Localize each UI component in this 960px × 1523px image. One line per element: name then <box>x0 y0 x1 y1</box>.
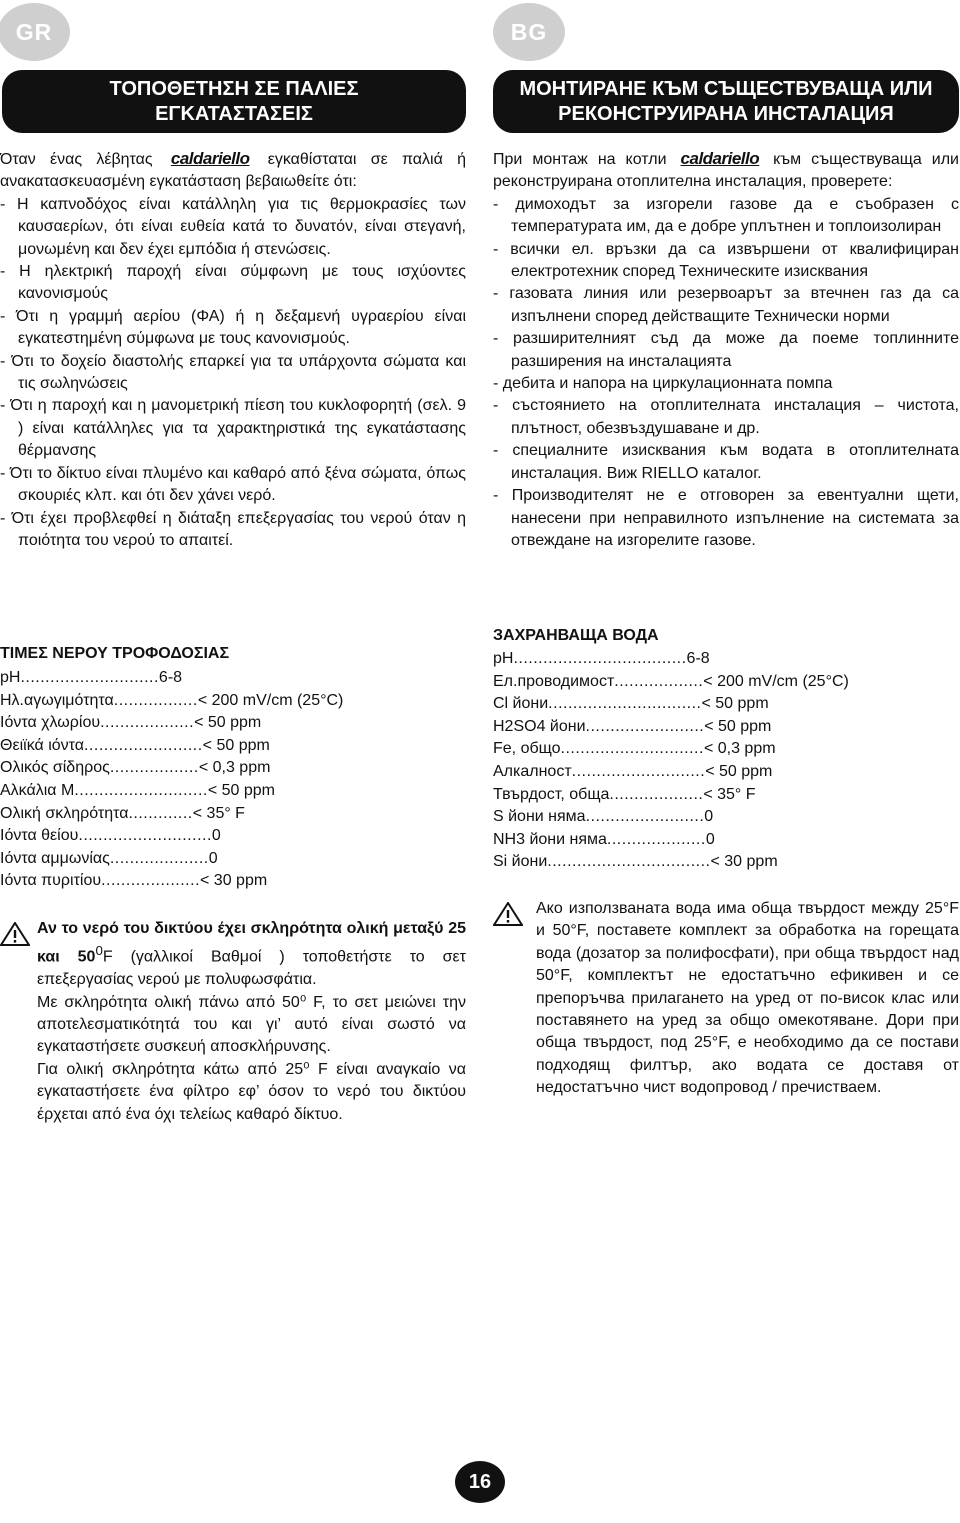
list-item: - разширителният съд да може да поеме топлинните разширения на инсталацията <box>493 330 959 370</box>
leader-dots: ................. <box>113 691 198 709</box>
leader-dots: ............................ <box>20 669 159 686</box>
table-label: Твърдост, обща <box>493 785 610 803</box>
table-value: < 0,3 ppm <box>198 759 271 777</box>
list-item: - Производителят не е отговорен за евентуални щети, нанесени при неправилното изпълнение на системата за отвеждане на изгорелите газове. <box>493 487 959 549</box>
table-label: Αλκάλια M <box>0 781 75 799</box>
table-row <box>0 870 420 893</box>
leader-dots: .................. <box>614 672 704 690</box>
leader-dots: .................... <box>109 849 209 867</box>
leader-dots: ............................... <box>548 695 702 713</box>
table-value: < 200 mV/cm (25°C) <box>703 672 849 690</box>
table-label: pH <box>0 669 21 686</box>
table-value: 6-8 <box>686 650 710 667</box>
table-label: Ιόντα πυριτίου <box>0 872 102 890</box>
table-value: 6-8 <box>158 669 183 686</box>
table-label: Ιόντα θείου <box>0 827 79 845</box>
leader-dots: .................. <box>109 759 199 777</box>
table-value: 0 <box>705 830 715 848</box>
table-label: Θειϊκά ιόντα <box>0 736 84 754</box>
table-row <box>493 738 913 761</box>
table-label: Ολικός σίδηρος <box>0 759 110 777</box>
table-row <box>0 690 420 713</box>
list-item: - Ότι το δίκτυο είναι πλυμένο και καθαρό από ξένα σώματα, όπως σκουριές κλπ. και ότι δεν χάνει νερό. <box>0 464 466 505</box>
body-text-bg <box>493 148 959 552</box>
table-value: 0 <box>211 827 221 845</box>
warning-paragraph: Με σκληρότητα ολική πάνω από 50⁰ F, το σετ μειώνει την αποτελεσματικότητά του και γι’ αυτό είναι σωστό να εγκαταστήσετε συσκευή αποσκλήρυνσης. <box>37 993 466 1056</box>
list-item: - дебита и напора на циркулационната помпа <box>493 375 833 393</box>
table-value: < 50 ppm <box>705 762 773 780</box>
list-item: - газовата линия или резервоарът за втечнен газ да са изпълнени според действащите Технически норми <box>493 285 959 325</box>
page-number: 16 <box>455 1461 505 1503</box>
table-label: Cl йони <box>493 695 549 713</box>
section-title-line2: РЕКОНСТРУИРАНА ИНСТАЛАЦИЯ <box>558 102 894 125</box>
leader-dots: ........................... <box>78 827 212 845</box>
list-item: - специалните изисквания към водата в отоплителната инсталация. Виж RIELLO каталог. <box>493 442 959 482</box>
brand-logo: caldariello <box>170 149 250 168</box>
table-row <box>0 712 420 735</box>
table-row <box>0 825 420 848</box>
intro-text: към съществуваща или реконструирана отоплителна инсталация, проверете: <box>493 151 959 191</box>
table-row <box>0 667 420 690</box>
section-title-gr <box>2 70 466 133</box>
table-value: < 35° F <box>192 804 245 822</box>
table-value: < 30 ppm <box>710 853 778 871</box>
table-value: < 50 ppm <box>701 695 769 713</box>
table-row <box>493 784 913 807</box>
warning-triangle-icon <box>493 902 523 926</box>
table-label: H2SO4 йони <box>493 717 586 735</box>
table-label: Алкалност <box>493 762 572 780</box>
list-item: - Ότι έχει προβλεφθεί η διάταξη επεξεργασίας του νερού όταν η ποιότητα του νερού το απαιτεί. <box>0 509 466 549</box>
section-title-line1: ΤΟΠΟΘΕΤΗΣΗ ΣΕ ΠΑΛΙΕΣ <box>109 77 359 100</box>
intro-text: Όταν ένας λέβητας <box>0 151 153 168</box>
table-label: pH <box>493 650 514 667</box>
intro-text: εγκαθίσταται σε παλιά ή ανακατασκευασμένη εγκατάσταση βεβαιωθείτε ότι: <box>0 151 466 191</box>
list-item: - Ότι η γραμμή αερίου (ΦΑ) ή η δεξαμενή υγραερίου είναι εγκατεστημένη σύμφωνα με τους κανονισμούς. <box>0 307 466 348</box>
table-label: Ολική σκληρότητα <box>0 804 129 822</box>
table-row <box>0 803 420 826</box>
table-row <box>0 780 420 803</box>
table-row <box>0 757 420 780</box>
table-value: 0 <box>704 808 714 826</box>
leader-dots: .................... <box>101 872 201 890</box>
intro-paragraph <box>0 148 466 194</box>
leader-dots: ........................ <box>585 808 705 826</box>
table-label: Fe, общо <box>493 740 561 758</box>
table-value: < 35° F <box>703 785 756 803</box>
brand-logo: caldariello <box>680 149 760 168</box>
water-table-title: ΤΙΜΕΣ ΝΕΡΟΥ ΤΡΟΦΟΔΟΣΙΑΣ <box>0 645 230 662</box>
table-value: < 50 ppm <box>207 781 275 799</box>
warning-text-gr <box>37 918 466 1126</box>
warning-triangle-icon <box>0 922 30 946</box>
table-value: < 50 ppm <box>202 736 270 754</box>
table-row <box>493 716 913 739</box>
leader-dots: ................................. <box>547 853 711 871</box>
table-row <box>493 648 913 671</box>
table-value: < 0,3 ppm <box>703 740 776 758</box>
language-badge-gr: GR <box>0 3 70 61</box>
table-value: < 30 ppm <box>200 872 268 890</box>
body-text-gr <box>0 148 466 552</box>
table-row <box>493 671 913 694</box>
leader-dots: .................... <box>606 830 706 848</box>
leader-dots: ........................... <box>74 781 208 799</box>
table-value: < 50 ppm <box>194 714 262 732</box>
list-item: - всички ел. връзки да са извършени от квалифициран електротехник според Техническите изисквания <box>493 240 959 281</box>
table-row <box>493 806 913 829</box>
leader-dots: ................................... <box>513 650 687 667</box>
section-title-line1: МОНТИРАНЕ КЪМ СЪЩЕСТВУВАЩА ИЛИ <box>519 77 933 100</box>
section-title-bg <box>493 70 959 133</box>
warning-paragraph <box>37 918 466 992</box>
list-item: - Η καπνοδόχος είναι κατάλληλη για τις θερμοκρασίες των καυσαερίων, ότι είναι ευθεία κατά το δυνατόν, είναι στεγανή, μονωμένη και δεν έχει εμπόδια ή στενώσεις. <box>0 195 466 258</box>
language-badge-bg: BG <box>493 3 565 61</box>
table-label: Ηλ.αγωγιμότητα <box>0 691 114 709</box>
table-label: NH3 йони няма <box>493 830 607 848</box>
leader-dots: ........................ <box>83 736 203 754</box>
table-label: Ιόντα χλωρίου <box>0 714 101 732</box>
table-label: Ел.проводимост <box>493 672 615 690</box>
leader-dots: ................... <box>609 785 704 803</box>
list-item: - Ότι η παροχή και η μανομετρική πίεση του κυκλοφορητή (σελ. 9 ) είναι κατάλληλες για τα χαρακτηριστικά της εγκατάστασης θέρμανσης <box>0 397 466 460</box>
table-row <box>493 693 913 716</box>
intro-text: При монтаж на котли <box>493 151 667 168</box>
list-item: - Ότι το δοχείο διαστολής επαρκεί για τα υπάρχοντα σώματα και τις σωληνώσεις <box>0 352 466 393</box>
warning-bold-text: Αν το νερό του δικτύου έχει σκληρότητα ολική μεταξύ 25 και 50 <box>37 920 466 966</box>
table-row <box>493 829 913 852</box>
table-value: < 50 ppm <box>704 717 772 735</box>
warning-continuation: F (γαλλικοί Βαθμοί ) τοποθετήστε το σετ επεξεργασίας νερού με πολυφωσφάτια. <box>37 948 466 989</box>
leader-dots: ........................ <box>585 717 705 735</box>
water-values-table-gr <box>0 667 420 893</box>
list-item: - димоходът за изгорели газове да е съобразен с температурата им, да е добре уплътнен и топлоизолиран <box>493 195 959 236</box>
table-row <box>0 848 420 871</box>
warning-text-bg: Ако използваната вода има обща твърдост между 25°F и 50°F, поставете комплект за обработка на горещата вода (дозатор за полифосфати), при обща твърдост над 50°F, комплектът не едостатъчно ефикивен и се препоръчва прилагането на уред от по-висок клас или поставянето на уред за общо омекотяване. Дори при обща твърдост, под 25°F, е необходимо да се постави подходящ филтър, ако водата се доставя от недостатъчно чист водопровод / пречистваем. <box>536 900 959 1097</box>
table-row <box>0 735 420 758</box>
leader-dots: ................... <box>100 714 195 732</box>
section-title-line2: ΕΓΚΑΤΑΣΤΑΣΕΙΣ <box>155 102 313 125</box>
leader-dots: ........................... <box>571 762 706 780</box>
list-item: - Η ηλεκτρική παροχή είναι σύμφωνη με τους ισχύοντες κανονισμούς <box>0 263 466 303</box>
degree-superscript: 0 <box>95 943 103 959</box>
intro-paragraph <box>493 148 959 194</box>
table-label: S йони няма <box>493 808 586 826</box>
water-values-table-bg <box>493 648 913 874</box>
table-label: Si йони <box>493 853 548 871</box>
leader-dots: ............. <box>128 804 193 822</box>
list-item: - състоянието на отоплителната инсталация – чистота, плътност, обезвъздушаване и др. <box>493 397 959 437</box>
table-value: < 200 mV/cm (25°C) <box>197 691 344 709</box>
table-row <box>493 851 913 874</box>
table-row <box>493 761 913 784</box>
table-label: Ιόντα αμμωνίας <box>0 849 110 867</box>
leader-dots: ............................. <box>560 740 704 758</box>
table-value: 0 <box>208 849 218 867</box>
warning-paragraph: Για ολική σκληρότητα κάτω από 25⁰ F είναι αναγκαίο να εγκαταστήσετε ένα φίλτρο εφ’ όσον το νερό του δικτύου έρχεται από ένα όχι τελείως καθαρό δίκτυο. <box>37 1060 467 1123</box>
water-table-title: ЗАХРАНВАЩА ВОДА <box>493 627 659 644</box>
